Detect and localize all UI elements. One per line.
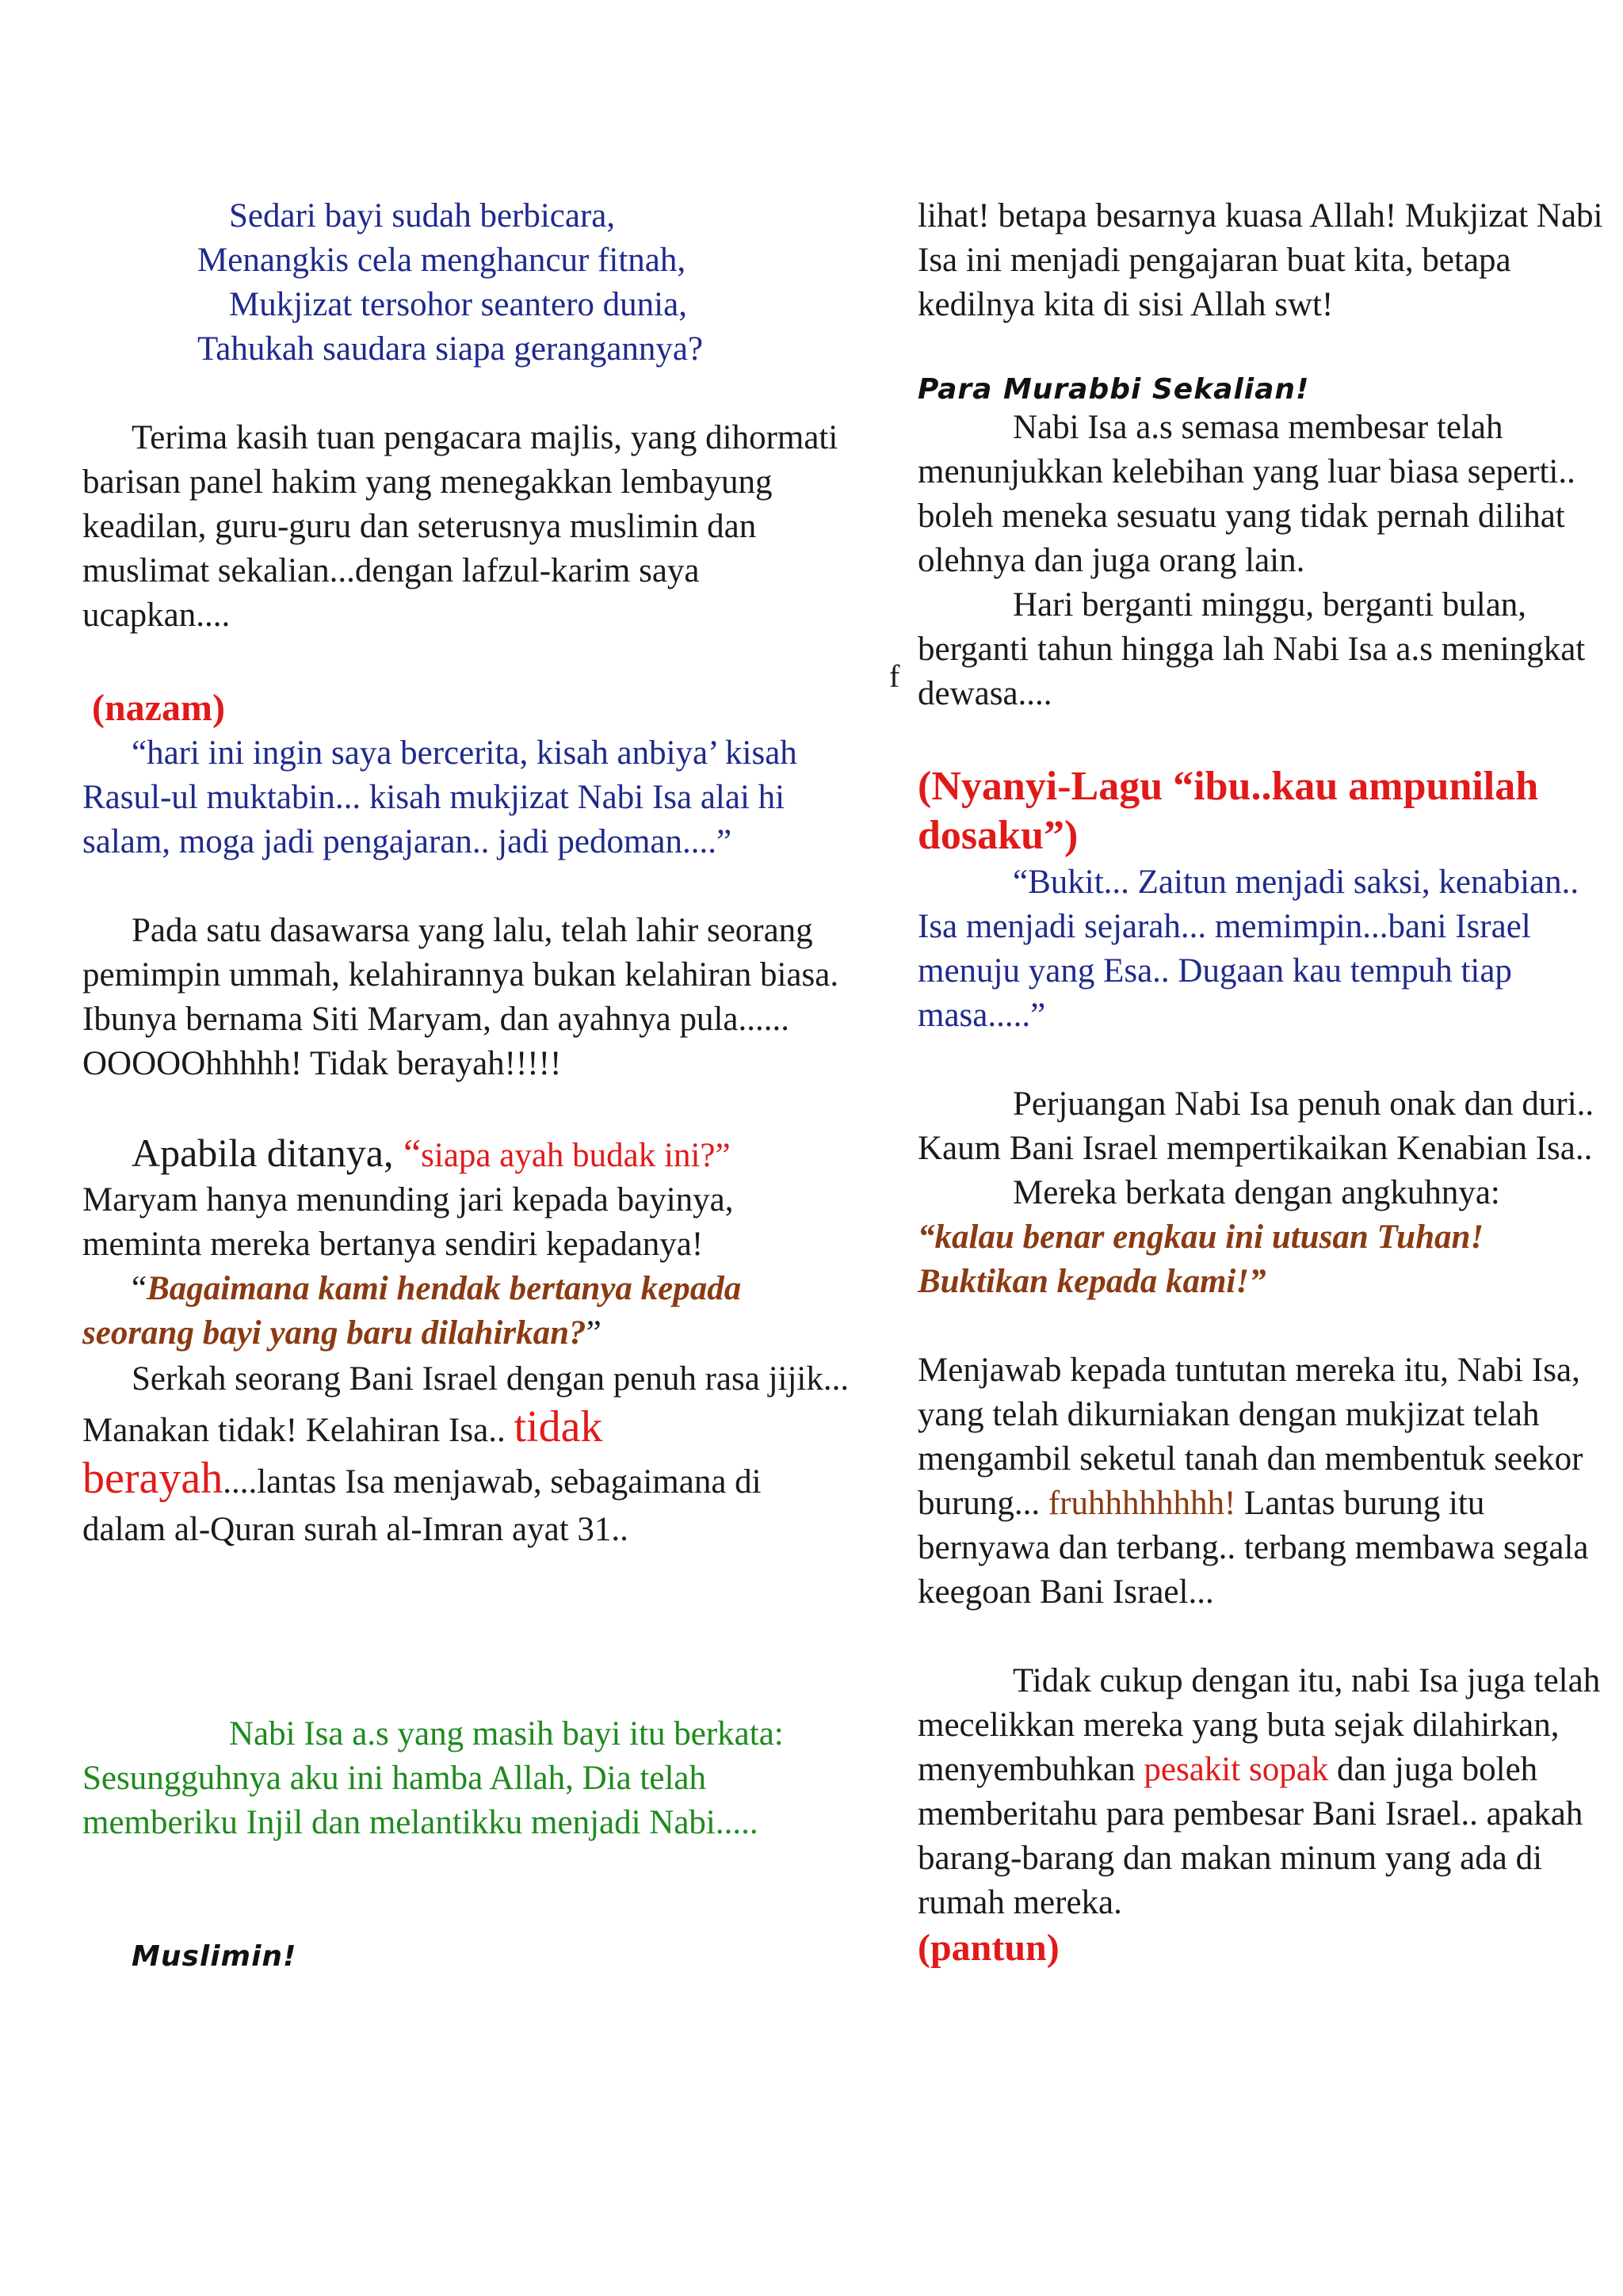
bagaimana-paragraph <box>82 1267 851 1356</box>
poem-line-4: Tahukah saudara siapa gerangannya? <box>197 330 704 368</box>
right-column <box>918 194 1615 1971</box>
fruh-text: fruhhhhhhhh! <box>1048 1485 1236 1522</box>
kalau-quote: “kalau benar engkau ini utusan Tuhan! Buktikan kepada kami!” <box>918 1219 1484 1300</box>
serkah-red: tidak berayah <box>82 1402 603 1503</box>
asked-prefix: Apabila ditanya, <box>132 1131 403 1175</box>
bukit-lyrics: “Bukit... Zaitun menjadi saksi, kenabian.. Isa menjadi sejarah... memimpin...bani Israel menuju yang Esa.. Dugaan kau tempuh tiap masa.....” <box>918 864 1579 1034</box>
perjuangan-paragraph: Perjuangan Nabi Isa penuh onak dan duri.. Kaum Bani Israel mempertikaikan Kenabian Isa.. <box>918 1085 1594 1167</box>
asked-quote: siapa ayah budak ini?” <box>421 1137 731 1174</box>
serkah-prefix: Serkah seorang Bani Israel dengan penuh rasa jijik... Manakan tidak! Kelahiran Isa.. <box>82 1360 850 1449</box>
poem-line-2: Menangkis cela menghancur fitnah, <box>197 242 686 279</box>
poem-line-1: Sedari bayi sudah berbicara, <box>229 197 616 235</box>
birth-paragraph: Pada satu dasawarsa yang lalu, telah lahir seorang pemimpin ummah, kelahirannya bukan kelahiran biasa. Ibunya bernama Siti Maryam, dan ayahnya pula...... OOOOOhhhhh! Tidak berayah!!!!! <box>82 912 839 1082</box>
tidak-cukup-paragraph <box>918 1659 1615 1925</box>
serkah-rest: ....lantas Isa menjawab, sebagaimana di dalam al-Quran surah al-Imran ayat 31.. <box>82 1463 762 1548</box>
pesakit-sopak: pesakit sopak <box>1144 1751 1329 1788</box>
tidak-cukup-rest: dan juga boleh memberitahu para pembesar Bani Israel.. apakah barang-barang dan makan minum yang ada di rumah mereka. <box>918 1751 1583 1921</box>
intro-paragraph: Terima kasih tuan pengacara majlis, yang dihormati barisan panel hakim yang menegakkan lembayung keadilan, guru-guru dan seterusnya muslimin dan muslimat sekalian...dengan lafzul-karim saya ucapkan.... <box>82 419 838 634</box>
asked-open-quote: “ <box>403 1131 422 1175</box>
serkah-paragraph <box>82 1356 851 1554</box>
menjawab-prefix: Menjawab kepada tuntutan mereka itu, Nabi Isa, yang telah dikurniakan dengan mukjizat telah mengambil seketul tanah dan membentuk seekor burung... <box>918 1352 1583 1522</box>
nabi-isa-says: Nabi Isa a.s yang masih bayi itu berkata: Sesungguhnya aku ini hamba Allah, Dia telah memberiku Injil dan melantikku menjadi Nabi..... <box>82 1715 784 1841</box>
mereka-paragraph: Mereka berkata dengan angkuhnya: <box>1013 1174 1500 1211</box>
murabbi-heading: Para Murabbi Sekalian! <box>918 373 1310 406</box>
bagaimana-open-quote: “ <box>132 1270 147 1307</box>
asked-paragraph <box>82 1131 851 1267</box>
hari-paragraph: Hari berganti minggu, berganti bulan, berganti tahun hingga lah Nabi Isa a.s meningkat dewasa.... <box>918 586 1586 712</box>
menjawab-paragraph <box>918 1348 1615 1615</box>
nazam-text: “hari ini ingin saya bercerita, kisah anbiya’ kisah Rasul-ul muktabin... kisah mukjizat Nabi Isa alai hi salam, moga jadi pengajaran.. jadi pedoman....” <box>82 734 797 860</box>
tidak-cukup-prefix: Tidak cukup dengan itu, nabi Isa juga telah mecelikkan mereka yang buta sejak dilahirkan, menyembuhkan <box>918 1662 1601 1788</box>
asked-rest: Maryam hanya menunding jari kepada bayinya, meminta mereka bertanya sendiri kepadanya! <box>82 1181 734 1263</box>
membesar-paragraph: Nabi Isa a.s semasa membesar telah menunjukkan kelebihan yang luar biasa seperti.. boleh meneka sesuatu yang tidak pernah dilihat olehnya dan juga orang lain. <box>918 409 1575 579</box>
nyanyi-heading: (Nyanyi-Lagu “ibu..kau ampunilah dosaku”) <box>918 764 1539 858</box>
bagaimana-quote: Bagaimana kami hendak bertanya kepada seorang bayi yang baru dilahirkan? <box>82 1270 742 1352</box>
poem-line-3: Mukjizat tersohor seantero dunia, <box>229 286 687 323</box>
stray-mark: f <box>889 658 900 694</box>
lihat-paragraph: lihat! betapa besarnya kuasa Allah! Mukjizat Nabi Isa ini menjadi pengajaran buat kita, betapa kedilnya kita di sisi Allah swt! <box>918 197 1603 323</box>
muslimin-heading: Muslimin! <box>132 1940 297 1973</box>
left-column <box>82 194 851 1973</box>
opening-poem <box>82 194 851 372</box>
menjawab-rest: Lantas burung itu bernyawa dan terbang.. terbang membawa segala keegoan Bani Israel... <box>918 1485 1589 1611</box>
pantun-heading: (pantun) <box>918 1927 1060 1969</box>
bagaimana-close-quote: ” <box>586 1314 601 1352</box>
nazam-heading: (nazam) <box>92 687 225 729</box>
